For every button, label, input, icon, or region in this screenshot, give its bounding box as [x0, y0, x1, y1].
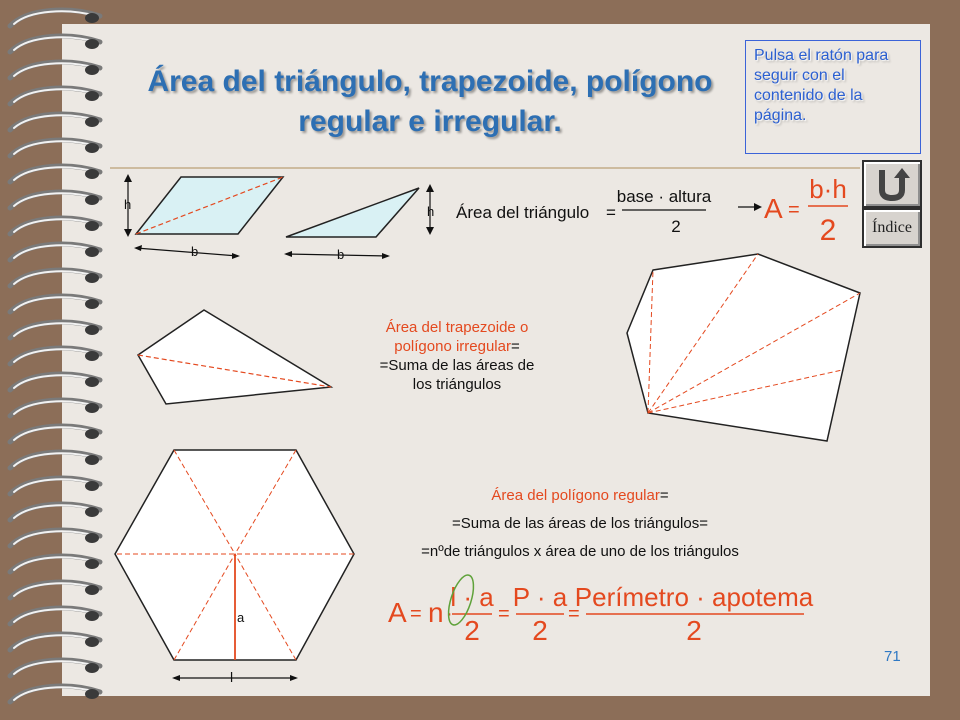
- regular-area-line-1: [360, 486, 800, 505]
- regular-area-line-2: =Suma de las áreas de los triángulos=: [452, 515, 708, 532]
- irregular-text-line-1: Área del trapezoide o: [385, 319, 529, 336]
- regular-formula-equals-1: =: [410, 603, 422, 625]
- parallelogram-h-label: h: [124, 197, 132, 212]
- irregular-polygon-figure: [627, 254, 860, 441]
- regular-formula-lhs: A: [388, 597, 407, 628]
- short-formula-lhs: A: [764, 193, 783, 224]
- title-line-2: regular e irregular.: [298, 105, 562, 138]
- short-formula-numerator: b·h: [809, 174, 847, 204]
- irregular-text-line-2: [352, 337, 562, 356]
- triangle-h-label: h: [427, 204, 435, 219]
- click-hint[interactable]: Pulsa el ratón para seguir con el contenido de la página.: [745, 40, 921, 154]
- regular-formula-equals-2: =: [498, 603, 510, 625]
- title-line-1: Área del triángulo, trapezoide, polígono: [147, 65, 713, 98]
- triangle-b-label: b: [337, 247, 345, 262]
- regular-formula-frac3-num: Perímetro · apotema: [574, 582, 814, 612]
- hexagon-figure: [115, 450, 354, 681]
- irregular-text-line-3: =Suma de las áreas de: [379, 357, 535, 374]
- irregular-text-line-2-tail: =: [510, 338, 520, 355]
- triangle-formula-numerator: base · altura: [616, 187, 712, 206]
- apothem-label: a: [237, 610, 245, 625]
- regular-formula-frac1-num: l · a: [450, 582, 494, 612]
- regular-formula-frac2-den: 2: [532, 615, 548, 646]
- triangle-formula-lhs: Área del triángulo: [456, 203, 590, 222]
- triangle-formula-equals: =: [606, 203, 616, 222]
- regular-area-line-3: =nºde triángulos x área de uno de los triángulos: [421, 543, 739, 560]
- triangle-formula-denominator: 2: [671, 217, 681, 236]
- regular-formula-frac3-den: 2: [686, 615, 702, 646]
- side-label: l: [230, 669, 234, 685]
- parallelogram-figure: [124, 174, 283, 259]
- parallelogram-b-label: b: [191, 244, 199, 259]
- page-number: 71: [884, 648, 901, 665]
- regular-formula-frac1-den: 2: [464, 615, 480, 646]
- index-button[interactable]: Índice: [862, 208, 922, 248]
- short-formula-equals: =: [788, 199, 800, 221]
- triangle-figure: [284, 184, 434, 259]
- regular-area-line-1-red: Área del polígono regular: [491, 487, 660, 504]
- regular-formula-n: n: [428, 597, 444, 628]
- regular-area-line-1-tail: =: [659, 487, 669, 504]
- irregular-text-line-4: los triángulos: [412, 376, 502, 393]
- short-formula-denominator: 2: [819, 214, 837, 247]
- trapezoid-figure: [138, 310, 331, 404]
- irregular-area-text: [352, 318, 562, 394]
- regular-formula-equals-3: =: [568, 603, 580, 625]
- regular-formula-dot: ·: [446, 603, 453, 625]
- regular-formula-frac2-num: P · a: [512, 582, 568, 612]
- irregular-text-line-2-red: polígono irregular: [394, 338, 511, 355]
